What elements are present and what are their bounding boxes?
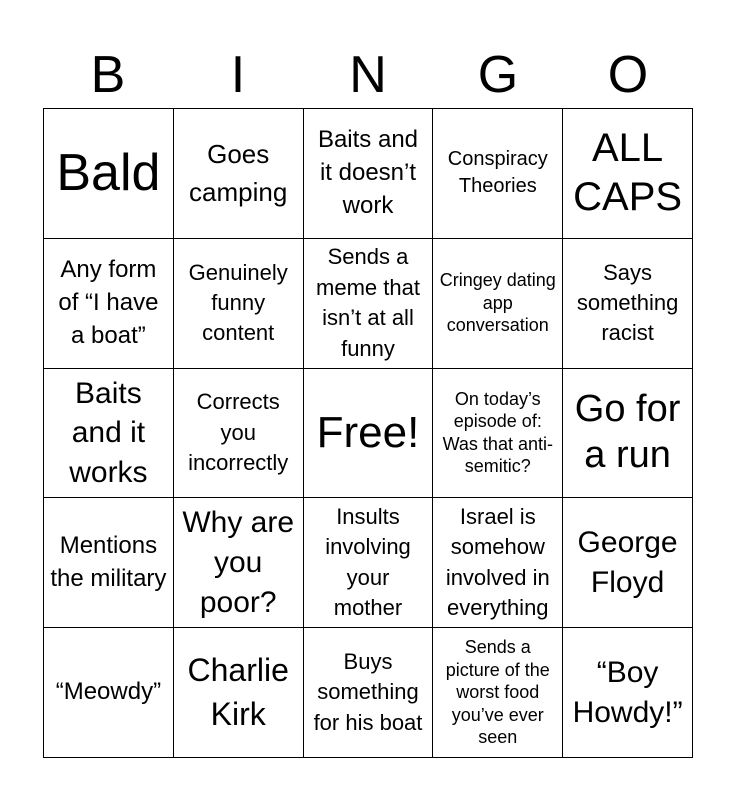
bingo-cell[interactable]: [563, 239, 693, 369]
bingo-cell-text: Baits and it doesn’t work: [317, 126, 419, 219]
bingo-cell-text: Any form of “I have a boat”: [58, 256, 159, 349]
bingo-cell[interactable]: [174, 109, 304, 239]
bingo-cell-text: Mentions the military: [50, 532, 167, 592]
bingo-cell[interactable]: [563, 369, 693, 499]
bingo-cell[interactable]: [174, 369, 304, 499]
bingo-cell-text: Baits and it works: [69, 376, 148, 489]
bingo-cell-text: Sends a meme that isn’t at all funny: [316, 244, 420, 361]
bingo-cell-text: ALL CAPS: [573, 126, 683, 220]
bingo-cell[interactable]: [44, 109, 174, 239]
bingo-cell[interactable]: [433, 369, 563, 499]
bingo-cell-text: Conspiracy Theories: [447, 147, 548, 198]
bingo-cell-text: On today’s episode of: Was that anti-semitic?: [442, 388, 553, 477]
bingo-cell[interactable]: [44, 498, 174, 628]
bingo-cell[interactable]: [174, 239, 304, 369]
bingo-cell[interactable]: [563, 628, 693, 758]
bingo-cell-text: Israel is somehow involved in everything: [445, 504, 550, 621]
free-space-cell[interactable]: [304, 369, 434, 499]
free-space-text: Free!: [316, 407, 420, 457]
bingo-cell-text: Buys something for his boat: [313, 649, 423, 735]
bingo-cell-text: Why are you poor?: [182, 506, 295, 619]
header-letter-i: I: [230, 46, 246, 104]
bingo-cell[interactable]: [44, 369, 174, 499]
bingo-cell[interactable]: [433, 628, 563, 758]
bingo-cell-text: Bald: [56, 144, 161, 203]
bingo-header: [43, 42, 693, 108]
bingo-cell[interactable]: [304, 109, 434, 239]
bingo-cell-text: Go for a run: [574, 388, 681, 476]
bingo-cell[interactable]: [433, 109, 563, 239]
bingo-cell[interactable]: [174, 498, 304, 628]
bingo-cell-text: Says something racist: [576, 259, 679, 346]
bingo-cell-text: Corrects you incorrectly: [188, 389, 289, 476]
bingo-cell[interactable]: [44, 628, 174, 758]
bingo-cell[interactable]: [433, 498, 563, 628]
bingo-cell-text: Genuinely funny content: [188, 259, 288, 346]
bingo-cell[interactable]: [433, 239, 563, 369]
bingo-cell[interactable]: [563, 498, 693, 628]
header-letter-g: G: [477, 46, 519, 104]
bingo-cell-text: Cringey dating app conversation: [439, 270, 556, 336]
bingo-cell[interactable]: [304, 239, 434, 369]
bingo-cell[interactable]: [304, 628, 434, 758]
header-letter-n: N: [349, 46, 387, 104]
header-letter-b: B: [90, 46, 126, 104]
bingo-cell-text: Insults involving your mother: [325, 504, 411, 621]
bingo-cell[interactable]: [304, 498, 434, 628]
header-letter-o: O: [607, 46, 649, 104]
bingo-cell[interactable]: [44, 239, 174, 369]
bingo-cell-text: Goes camping: [189, 138, 288, 208]
bingo-cell-text: “Boy Howdy!”: [572, 656, 683, 729]
bingo-cell[interactable]: [563, 109, 693, 239]
bingo-cell-text: Sends a picture of the worst food you’ve ever seen: [445, 637, 550, 748]
bingo-cell-text: “Meowdy”: [55, 678, 162, 706]
bingo-cell-text: Charlie Kirk: [187, 652, 289, 732]
bingo-cell[interactable]: [174, 628, 304, 758]
bingo-grid: [43, 108, 693, 758]
bingo-cell-text: George Floyd: [577, 526, 678, 599]
